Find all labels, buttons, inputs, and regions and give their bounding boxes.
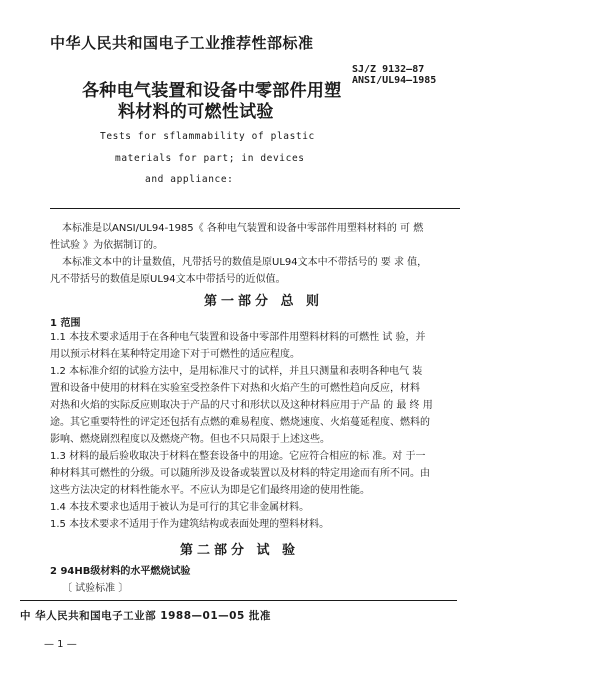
clause-1-1-line: 用以预示材料在某种特定用途下对于可燃性的适应程度。	[50, 349, 300, 360]
intro-para2-line1: 本标准文本中的计量数值，凡带括号的数值是原UL94文本中不带括号的 要 求 值，	[62, 257, 428, 268]
section-2-heading: 2 94HB级材料的水平燃烧试验	[50, 566, 191, 577]
clause-1-3-line: 1.3 材料的最后验收取决于材料在整套设备中的用途。它应符合相应的标 准。对 于一	[50, 451, 426, 462]
standard-type-header: 中华人民共和国电子工业推荐性部标准	[50, 34, 314, 52]
clause-1-2-line: 途。其它重要特性的评定还包括有点燃的难易程度、燃烧速度、火焰蔓延程度、燃料的	[50, 417, 430, 428]
header-divider	[50, 208, 460, 209]
clause-1-2-line: 置和设备中使用的材料在实验室受控条件下对热和火焰产生的可燃性趋向反应，材料	[50, 383, 420, 394]
intro-para1-line2: 性试验 》为依据制订的。	[50, 240, 164, 251]
clause-1-1-line: 1.1 本技术要求适用于在各种电气装置和设备中零部件用塑料材料的可燃性 试 验，并	[50, 332, 426, 343]
clause-1-4: 1.4 本技术要求也适用于被认为是可行的其它非金属材料。	[50, 502, 310, 513]
standard-code-sj: SJ/Z 9132—87	[352, 64, 425, 75]
intro-para2-line2: 凡不带括号的数值是原UL94文本中带括号的近似值。	[50, 274, 286, 285]
english-title-line1: Tests for sflammability of plastic	[100, 131, 315, 142]
intro-para1-line1: 本标准是以ANSI/UL94-1985《 各种电气装置和设备中零部件用塑料材料的 可 燃	[62, 223, 424, 234]
clause-1-2-line: 影响、燃烧剧烈程度以及燃烧产物。但也不只局限于上述这些。	[50, 434, 330, 445]
clause-1-2-line: 对热和火焰的实际反应则取决于产品的尺寸和形状以及这种材料应用于产品 的 最 终 用	[50, 400, 433, 411]
document-title-line2: 料材料的可燃性试验	[118, 102, 274, 122]
test-standard-note: 〔 试验标准 〕	[62, 583, 129, 594]
clause-1-5: 1.5 本技术要求不适用于作为建筑结构或表面处理的塑料材料。	[50, 519, 330, 530]
clause-1-2-line: 1.2 本标准介绍的试验方法中，是用标准尺寸的试样，并且只测量和表明各种电气 装	[50, 366, 423, 377]
footer-divider	[20, 600, 457, 601]
part1-title: 第一部分 总 则	[204, 294, 324, 309]
page-number: — 1 —	[44, 639, 77, 650]
clause-1-3-line: 这些方法决定的材料性能水平。不应认为即是它们最终用途的使用性能。	[50, 485, 370, 496]
issuing-authority: 中 华人民共和国电子工业部 1988—01—05 批准	[20, 610, 271, 622]
english-title-line2: materials for part; in devices	[115, 153, 305, 164]
part2-title: 第二部分 试 验	[180, 543, 300, 558]
standard-code-ansi: ANSI/UL94—1985	[352, 75, 437, 86]
english-title-line3: and appliance:	[145, 174, 234, 185]
document-title-line1: 各种电气装置和设备中零部件用塑	[82, 81, 342, 101]
section-1-heading: 1 范围	[50, 318, 81, 329]
clause-1-3-line: 种材料其可燃性的分级。可以随所涉及设备或装置以及材料的特定用途而有所不同。由	[50, 468, 430, 479]
